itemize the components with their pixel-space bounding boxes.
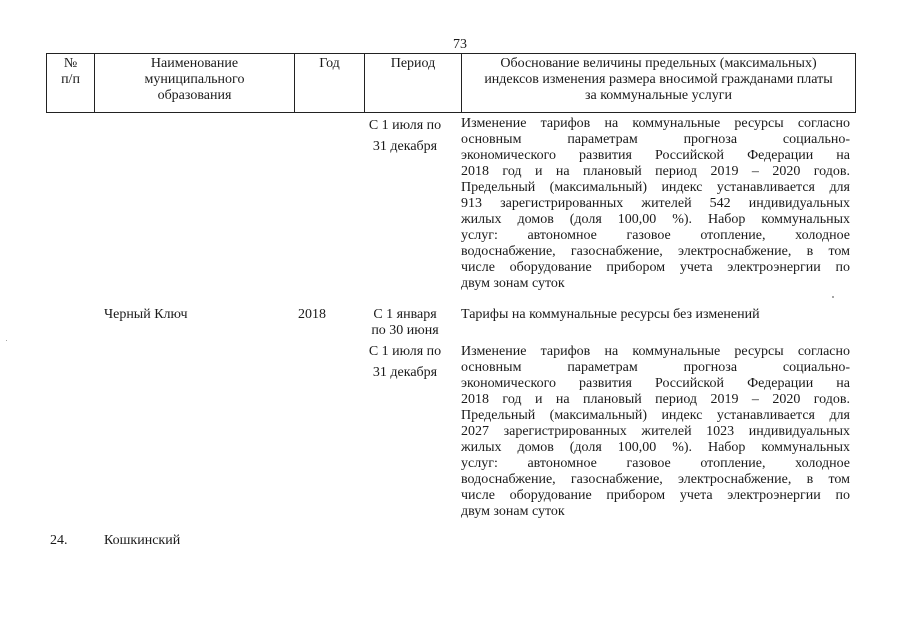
basis-line: жилых домов (доля 100,00 %). Набор коммунальных	[461, 440, 850, 455]
basis-line: основным параметрам прогноза социально-	[461, 132, 850, 147]
row-year: 2018	[298, 307, 326, 322]
basis-line: водоснабжение, газоснабжение, электроснабжение, в том	[461, 472, 850, 487]
page-number: 73	[453, 37, 467, 52]
scan-speck	[832, 296, 834, 298]
basis-line: экономического развития Российской Федерации на	[461, 376, 850, 391]
basis-line: услуг: автономное газовое отопление, холодное	[461, 228, 850, 243]
row-municipality: Черный Ключ	[104, 307, 188, 322]
header-municipality	[94, 54, 294, 112]
basis-line: 2018 год и на плановый период 2019 – 2020 годов.	[461, 164, 850, 179]
row-municipality: Кошкинский	[104, 533, 181, 548]
basis-line: экономического развития Российской Федерации на	[461, 148, 850, 163]
basis-line: 913 зарегистрированных жителей 542 индивидуальных	[461, 196, 850, 211]
row-period: С 1 июля по 31 декабря	[368, 118, 442, 154]
header-basis	[461, 54, 856, 112]
row-period: С 1 июля по 31 декабря	[368, 344, 442, 380]
header-municipality-text: Наименование муниципального образования	[144, 56, 245, 103]
row-basis	[461, 344, 850, 520]
basis-line: двум зонам суток	[461, 504, 565, 519]
basis-line: двум зонам суток	[461, 276, 565, 291]
row-period: С 1 января по 30 июня	[371, 307, 439, 338]
row-basis: Тарифы на коммунальные ресурсы без изменений	[461, 307, 760, 322]
header-period	[364, 54, 461, 112]
basis-line: Предельный (максимальный) индекс устанавливается для	[461, 408, 850, 423]
row-basis	[461, 116, 850, 292]
basis-line: 2027 зарегистрированных жителей 1023 индивидуальных	[461, 424, 850, 439]
header-number	[46, 54, 94, 112]
basis-line: водоснабжение, газоснабжение, электроснабжение, в том	[461, 244, 850, 259]
header-basis-text: Обоснование величины предельных (максимальных) индексов изменения размера вносимой гражданами платы за коммунальные услуги	[484, 56, 833, 103]
basis-line: числе оборудование прибором учета электроэнергии по	[461, 260, 850, 275]
table-header	[46, 53, 856, 113]
row-number: 24.	[50, 533, 68, 548]
basis-line: Изменение тарифов на коммунальные ресурсы согласно	[461, 116, 850, 131]
basis-line: Изменение тарифов на коммунальные ресурсы согласно	[461, 344, 850, 359]
header-year	[294, 54, 364, 112]
basis-line: 2018 год и на плановый период 2019 – 2020 годов.	[461, 392, 850, 407]
basis-line: жилых домов (доля 100,00 %). Набор коммунальных	[461, 212, 850, 227]
header-year-text: Год	[319, 56, 340, 71]
scan-speck	[6, 340, 7, 341]
basis-line: основным параметрам прогноза социально-	[461, 360, 850, 375]
header-period-text: Период	[390, 56, 436, 71]
basis-line: числе оборудование прибором учета электроэнергии по	[461, 488, 850, 503]
header-number-text: № п/п	[61, 56, 80, 87]
basis-line: Предельный (максимальный) индекс устанавливается для	[461, 180, 850, 195]
basis-line: услуг: автономное газовое отопление, холодное	[461, 456, 850, 471]
